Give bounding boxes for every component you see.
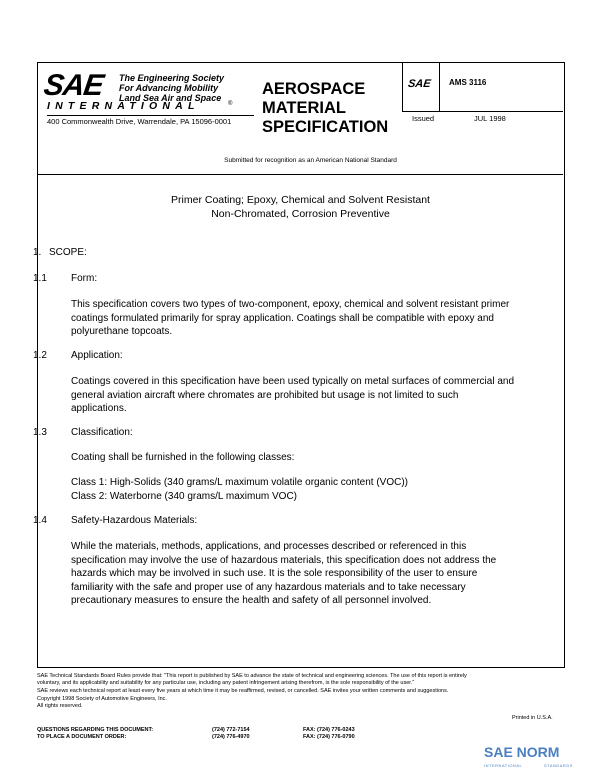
logo-tagline xyxy=(119,73,259,103)
questions-phone: (724) 772-7154 xyxy=(212,727,250,733)
order-phone: (724) 776-4970 xyxy=(212,734,250,740)
text-line: polyurethane topcoats. xyxy=(71,326,173,337)
section-number: 1.2 xyxy=(33,350,47,361)
section-heading-safety: Safety-Hazardous Materials: xyxy=(71,515,198,526)
header-divider xyxy=(402,63,403,111)
text-line: precautionary measures to ensure the health and safety of all personnel involved. xyxy=(71,595,432,606)
list-item: Class 2: Waterborne (340 grams/L maximum VOC) xyxy=(71,490,297,502)
order-fax: FAX: (724) 776-0790 xyxy=(303,734,355,740)
issued-label: Issued xyxy=(412,114,435,123)
text-line: voluntary, and its applicability and suitability for any particular use, including any patent infringement arising therefrom, is the sole responsibility of the user." xyxy=(37,680,415,686)
text-line: specification may involve the use of hazardous materials, this specification does not address the xyxy=(71,554,497,566)
rights: All rights reserved. xyxy=(37,703,83,709)
logo-tagline-line: The Engineering Society xyxy=(119,73,225,83)
document-title-line: Primer Coating; Epoxy, Chemical and Solvent Resistant xyxy=(171,194,430,206)
text-line: general aviation aircraft where chromates are prohibited but usage is not limited to such xyxy=(71,389,459,401)
paragraph-application xyxy=(71,375,549,416)
classification-list xyxy=(71,476,549,503)
footer-notes xyxy=(37,673,565,711)
text-line: Coatings covered in this specification have been used typically on metal surfaces of commercial and xyxy=(71,376,515,387)
contact-phones xyxy=(212,727,250,741)
spec-title-line: SPECIFICATION xyxy=(262,118,389,136)
text-line: coatings formulated primarily for spray application. Coatings shall be compatible with epoxy and xyxy=(71,312,494,324)
section-heading-classification: Classification: xyxy=(71,427,133,438)
section-number: 1.4 xyxy=(33,515,47,526)
text-line: applications. xyxy=(71,403,127,414)
questions-label: QUESTIONS REGARDING THIS DOCUMENT: xyxy=(37,727,154,733)
questions-fax: FAX: (724) 776-0243 xyxy=(303,727,355,733)
footer-copyright xyxy=(37,696,565,710)
text-line: hazards which may be involved in such use. It is the sole responsibility of the user to ensure xyxy=(71,568,478,579)
section-heading-form: Form: xyxy=(71,273,98,284)
logo-sae-wordmark: SAE xyxy=(41,69,106,102)
header-bottom-rule xyxy=(38,174,563,175)
section-heading-scope: SCOPE: xyxy=(49,247,87,258)
address: 400 Commonwealth Drive, Warrendale, PA 15096-0001 xyxy=(47,117,232,126)
watermark-sub: INTERNATIONAL xyxy=(484,763,523,768)
paragraph-safety xyxy=(71,540,549,608)
spec-title-line: MATERIAL xyxy=(262,99,347,117)
spec-title xyxy=(262,80,388,137)
section-number: 1.3 xyxy=(33,427,47,438)
footer-rules xyxy=(37,673,565,687)
section-number: 1. xyxy=(33,247,42,258)
paragraph-form xyxy=(71,298,549,339)
printed-in: Printed in U.S.A. xyxy=(512,715,553,721)
logo-rule xyxy=(47,115,254,116)
list-item: Class 1: High-Solids (340 grams/L maximum volatile organic content (VOC)) xyxy=(71,477,408,488)
contact-faxes xyxy=(303,727,355,741)
header-divider xyxy=(439,63,440,111)
document-title-line: Non-Chromated, Corrosion Preventive xyxy=(211,208,390,220)
spec-title-line: AEROSPACE xyxy=(262,80,366,98)
footer-review: SAE reviews each technical report at least every five years at which time it may be reaffirmed, revised, or cancelled. SAE invites your written comments and suggestions. xyxy=(37,688,449,694)
issued-date: JUL 1998 xyxy=(474,114,506,123)
section-heading-application: Application: xyxy=(71,350,123,361)
submitted-note: Submitted for recognition as an American National Standard xyxy=(224,157,397,164)
order-label: TO PLACE A DOCUMENT ORDER: xyxy=(37,734,127,740)
watermark-text: SAE NORM xyxy=(484,744,560,760)
logo-tagline-line: Land Sea Air and Space xyxy=(119,93,222,103)
document-number: AMS 3116 xyxy=(449,78,487,87)
classification-intro: Coating shall be furnished in the following classes: xyxy=(71,452,295,463)
logo-tagline-line: For Advancing Mobility xyxy=(119,83,219,93)
text-line: SAE Technical Standards Board Rules provide that: "This report is published by SAE to advance the state of technical and engineering sciences. The use of this report is entirely xyxy=(37,673,467,679)
contact-labels xyxy=(37,727,153,741)
document-title xyxy=(38,193,563,221)
watermark-sub: STANDARDS xyxy=(544,763,573,768)
text-line: familiarity with the safe and proper use of any hazardous materials and to take necessary xyxy=(71,581,466,593)
sae-norm-watermark xyxy=(484,741,594,771)
header-divider xyxy=(402,111,563,112)
copyright: Copyright 1998 Society of Automotive Engineers, Inc. xyxy=(37,696,167,702)
sae-small-logo: SAE xyxy=(407,78,432,90)
logo-international: INTERNATIONAL xyxy=(47,100,200,112)
text-line: While the materials, methods, applications, and processes described or referenced in this xyxy=(71,541,467,552)
logo-registered-mark: ® xyxy=(228,101,233,107)
section-number: 1.1 xyxy=(33,273,47,284)
header xyxy=(38,63,563,175)
text-line: This specification covers two types of two-component, epoxy, chemical and solvent resistant primer xyxy=(71,299,510,310)
